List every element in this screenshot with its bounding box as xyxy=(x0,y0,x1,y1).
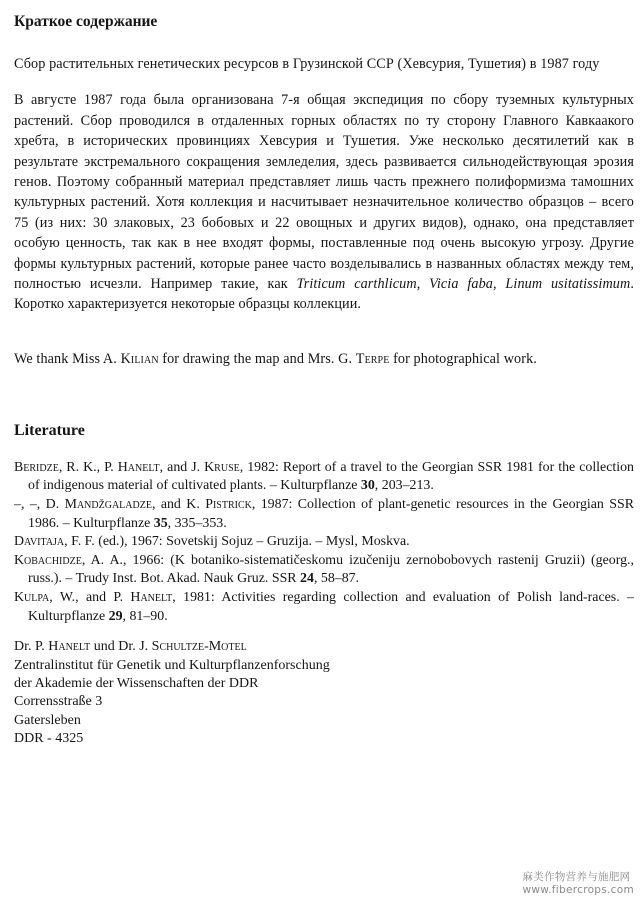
reference-text: , 1982: Report of a travel to the Georgian SSR 1981 for the collection of indigenous material of cultivated plants. – Kulturpflanze xyxy=(28,459,634,494)
separator: , xyxy=(492,276,506,293)
address-authors xyxy=(14,638,634,656)
author-name: Hanelt xyxy=(130,590,173,606)
summary-body-text: В августе 1987 года была организована 7-я общая экспедиция по сбору туземных культурных растений. Сбор проводился в отдаленных горных областях по ту сторону Главного Кавкаакого хребта, в исторических провинциях Хевсурия и Тушетия. Уже несколько десятилетий как в результате экстремального сокращения земледелия, здесь развивается сильнодействующая эрозия генов. Поэтому собранный материал представляет лишь часть прежнего полиформизма тамошних культурных растений. Хотя коллекция и насчитывает незначительное количество образцов – всего 75 (из них: 30 злаковых, 23 бобовых и 22 овощных и других видов), однако, она представляет особую ценность, так как в нее входят формы, поставленные под очень высокую угрозу. Другие формы культурных растений, которые ранее часто возделывались в названных областях между тем, полностью исчезли. Например такие, как xyxy=(14,92,634,293)
address-institute: Zentralinstitut für Genetik und Kulturpflanzenforschung xyxy=(14,657,330,673)
reference-text: –, –, D. xyxy=(14,497,65,513)
summary-subtitle: Сбор растительных генетических ресурсов в Грузинской ССР (Хевсурия, Тушетия) в 1987 году xyxy=(14,56,600,72)
ack-text: for photographical work. xyxy=(389,350,537,367)
watermark-text: 麻类作物营养与施肥网 xyxy=(522,871,631,883)
document-page xyxy=(14,10,634,749)
volume-number: 24 xyxy=(300,571,314,587)
reference-pages: , 81–90. xyxy=(122,608,168,624)
reference-text: , A. A., 1966: (K botaniko-sistematičeskomu izučeniju zernobobovych rastenij Gruzii) (georg., russ.). – Trudy Inst. Bot. Akad. Nauk Gruz. SSR xyxy=(28,552,634,587)
person-name: Kilian xyxy=(120,350,159,367)
reference-entry xyxy=(14,496,634,533)
watermark-url: www.fibercrops.com xyxy=(522,884,634,896)
reference-entry xyxy=(14,533,634,552)
reference-text: , and J. xyxy=(159,459,205,475)
volume-number: 29 xyxy=(108,608,123,624)
taxon-name: Vicia faba xyxy=(429,276,493,293)
reference-entry xyxy=(14,589,634,626)
author-name: Kulpa xyxy=(14,590,50,606)
reference-entry xyxy=(14,459,634,496)
author-name: Hanelt xyxy=(117,459,160,475)
author-name: Kobachidze xyxy=(14,552,82,568)
reference-text: , F. F. (ed.), 1967: Sovetskij Sojuz – Gruzija. – Mysl, Moskva. xyxy=(64,534,410,550)
summary-body-text: . Коротко характеризуется некоторые образцы коллекции. xyxy=(14,276,634,313)
address-text: Dr. P. xyxy=(14,639,49,655)
address-town: Gatersleben xyxy=(14,712,81,728)
literature-heading: Literature xyxy=(14,421,85,439)
author-address xyxy=(14,638,634,748)
taxon-name: Linum usitatissimum xyxy=(505,276,631,293)
author-name: Davitaja xyxy=(14,534,65,550)
reference-text: , R. K., P. xyxy=(58,459,118,475)
reference-text: , W., and P. xyxy=(49,590,131,606)
volume-number: 35 xyxy=(153,515,168,531)
author-name: Hanelt xyxy=(48,639,91,655)
reference-list xyxy=(14,459,634,626)
acknowledgement xyxy=(14,349,634,369)
reference-text: , and K. xyxy=(151,497,206,513)
reference-text: , 1987: Collection of plant-genetic resources in the Georgian SSR 1986. – Kulturpflanze xyxy=(28,497,635,531)
reference-entry xyxy=(14,552,634,589)
ack-text: We thank Miss A. xyxy=(14,350,121,367)
separator: , xyxy=(416,276,430,293)
address-academy: der Akademie der Wissenschaften der DDR xyxy=(14,676,259,692)
summary-body xyxy=(14,90,634,314)
author-name: Beridze xyxy=(14,459,59,475)
watermark xyxy=(522,869,634,896)
volume-number: 30 xyxy=(360,478,375,494)
summary-heading: Краткое содержание xyxy=(14,13,158,30)
author-name: Mandžgaladze xyxy=(64,497,152,513)
address-text: und Dr. J. xyxy=(90,639,152,655)
author-name: Pistrick xyxy=(205,497,252,513)
taxon-name: Triticum carthlicum xyxy=(296,276,417,293)
reference-pages: , 203–213. xyxy=(374,478,434,494)
reference-pages: , 58–87. xyxy=(313,571,360,587)
reference-text: , 1981: Activities regarding collection and evaluation of Polish land-races. – Kulturpflanze xyxy=(28,590,634,624)
author-name: Kruse xyxy=(204,459,240,475)
person-name: Terpe xyxy=(355,350,390,367)
address-street: Corrensstraße 3 xyxy=(14,694,103,710)
ack-text: for drawing the map and Mrs. G. xyxy=(158,350,356,367)
reference-pages: , 335–353. xyxy=(167,515,227,531)
address-postcode: DDR - 4325 xyxy=(14,731,84,747)
author-name: Schultze-Motel xyxy=(151,639,247,655)
